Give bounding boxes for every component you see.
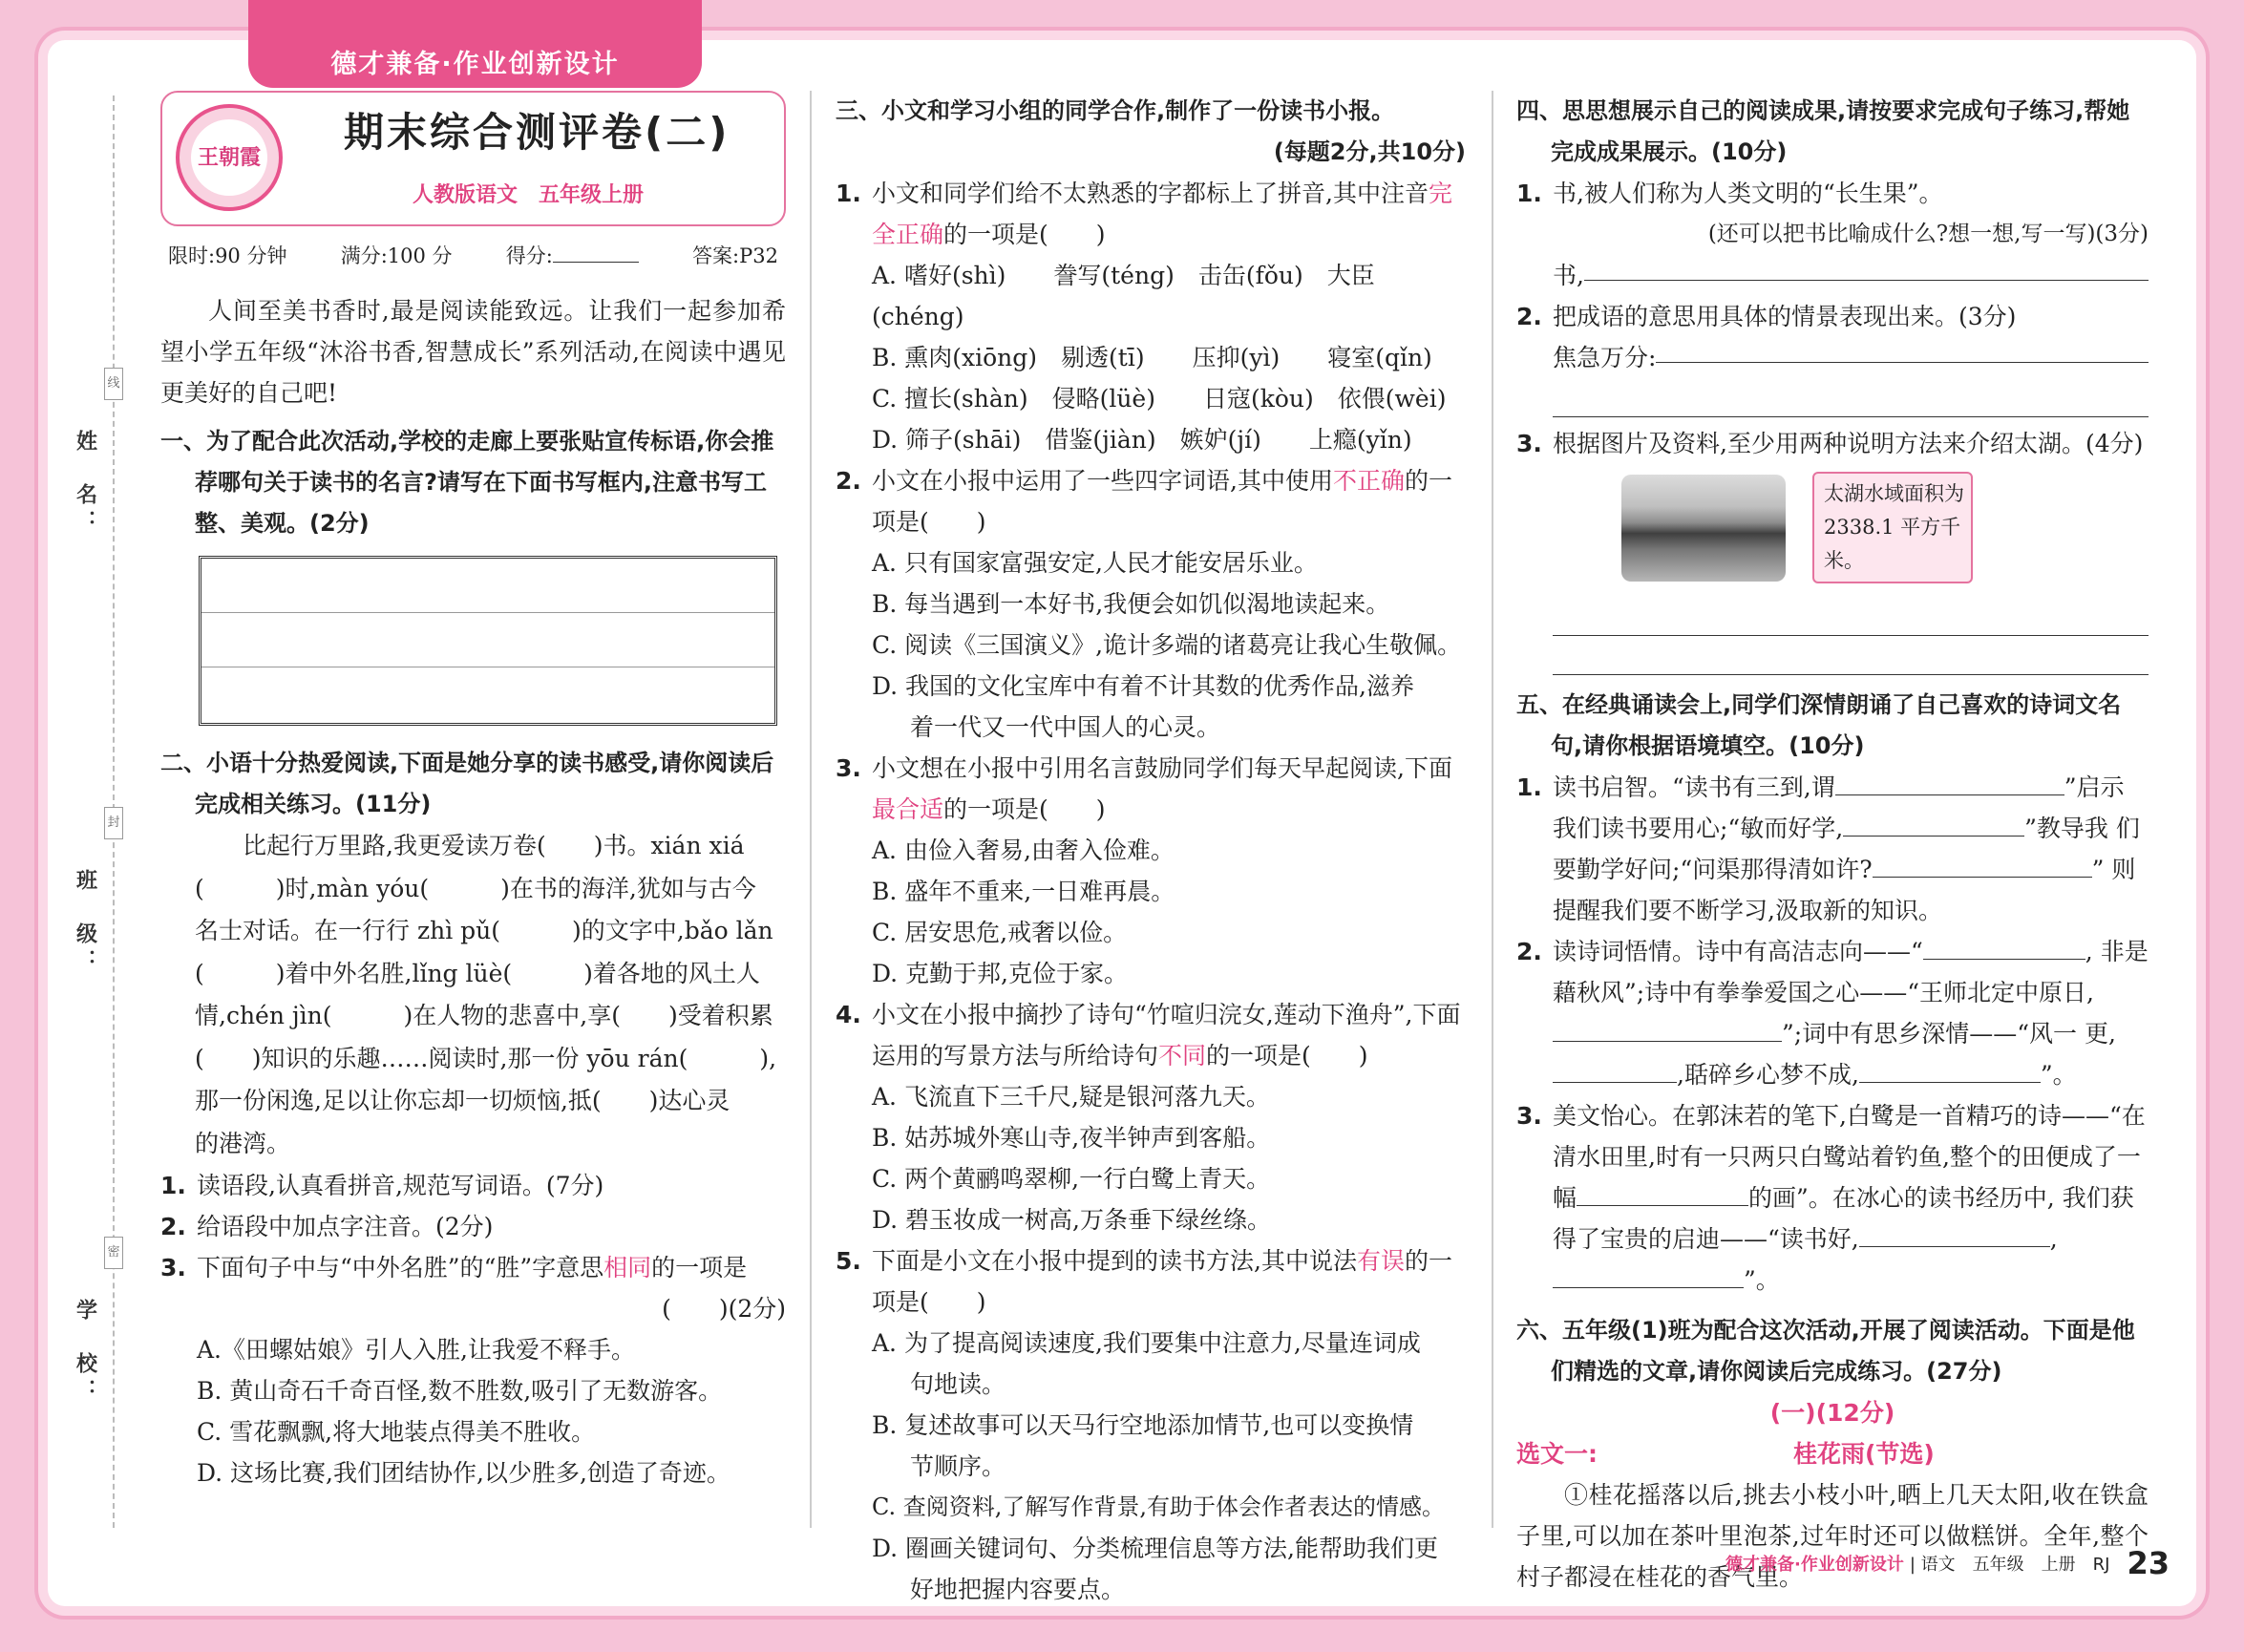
answer-ref: 答案:P32	[692, 244, 778, 267]
option[interactable]: B. 每当遇到一本好书,我便会如饥似渴地读起来。	[872, 590, 1390, 618]
option[interactable]: A.《田螺姑娘》引人入胜,让我爱不释手。	[197, 1336, 635, 1364]
exam-title: 期末综合测评卷(二)	[344, 109, 730, 156]
lake-photo	[1621, 475, 1786, 582]
taihu-figure	[1621, 472, 2149, 583]
question: 1. 读书启智。“读书有三到,谓 ”启示 我们读书要用心;“敏而好学, ”教导我 们要勤学好问;“问渠那得清如许? ” 则提醒我们要不断学习,汲取新的知识。	[1516, 767, 2149, 931]
question: 2. 小文在小报中运用了一些四字词语,其中使用不正确的一项是( )	[836, 467, 1452, 536]
option[interactable]: B. 复述故事可以天马行空地添加情节,也可以变换情	[872, 1411, 1414, 1439]
option[interactable]: C. 阅读《三国演义》,诡计多端的诸葛亮让我心生敬佩。	[872, 631, 1462, 659]
answer-line[interactable]	[1553, 636, 2149, 675]
part-heading: (一)(12分)	[1769, 1399, 1895, 1427]
option-continued: 着一代又一代中国人的心灵。	[910, 713, 1221, 741]
option[interactable]: D. 这场比赛,我们团结协作,以少胜多,创造了奇迹。	[197, 1459, 730, 1487]
section-4-heading: 四、思思想展示自己的阅读成果,请按要求完成句子练习,帮她完成成果展示。(10分)	[1516, 97, 2130, 165]
option[interactable]: B. 黄山奇石千奇百怪,数不胜数,吸引了无数游客。	[197, 1377, 723, 1405]
section-5-heading: 五、在经典诵读会上,同学们深情朗诵了自己喜欢的诗词文名句,请你根据语境填空。(10分)	[1516, 691, 2122, 759]
series-tab: 德才兼备·作业创新设计	[248, 0, 702, 88]
school-label: 学 校：	[73, 1299, 98, 1406]
section-3-heading: 三、小文和学习小组的同学合作,制作了一份读书小报。	[836, 97, 1395, 124]
title-box	[160, 91, 786, 226]
full-score: 满分:100 分	[340, 244, 453, 267]
column-divider	[1492, 91, 1493, 1528]
option[interactable]: C. 居安思危,戒奢以俭。	[872, 919, 1128, 946]
page-footer	[1725, 1545, 2170, 1581]
footer-brand: 德才兼备·作业创新设计	[1725, 1555, 1904, 1575]
binding-margin	[67, 95, 158, 1528]
option[interactable]: D. 我国的文化宝库中有着不计其数的优秀作品,滋养	[872, 672, 1414, 700]
option[interactable]: D. 筛子(shāi) 借鉴(jiàn) 嫉妒(jí) 上瘾(yǐn)	[872, 426, 1412, 454]
section-6-heading: 六、五年级(1)班为配合这次活动,开展了阅读活动。下面是他们精选的文章,请你阅读后完成练习。(27分)	[1516, 1317, 2135, 1385]
hint: (还可以把书比喻成什么?想一想,写一写)(3分)	[1707, 222, 2149, 246]
section-2-heading: 二、小语十分热爱阅读,下面是她分享的读书感受,请你阅读后完成相关练习。(11分)	[160, 750, 774, 817]
cut-mark-line: 线	[104, 368, 123, 400]
question: 2. 把成语的意思用具体的情景表现出来。(3分)	[1516, 303, 2017, 330]
column-1	[160, 91, 786, 1493]
option[interactable]: B. 盛年不重来,一日难再晨。	[872, 878, 1175, 905]
question: 4. 小文在小报中摘抄了诗句“竹喧归浣女,莲动下渔舟”,下面运用的写景方法与所给诗句不同的一项是( )	[836, 1001, 1461, 1070]
exam-meta	[160, 236, 786, 277]
name-label: 姓 名：	[73, 430, 98, 537]
footer-info: | 语文 五年级 上册 RJ	[1909, 1555, 2110, 1575]
option[interactable]: A. 由俭入奢易,由奢入俭难。	[872, 837, 1175, 864]
question: 2. 读诗词悟情。诗中有高洁志向——“ , 非是藉秋风”;诗中有拳拳爱国之心——“王师北定中原日,”;词中有思乡深情——“风一 更,,聒碎乡心梦不成, ”。	[1516, 931, 2149, 1095]
intro-text: 人间至美书香时,最是阅读能致远。让我们一起参加希望小学五年级“沐浴书香,智慧成长”系列活动,在阅读中遇见更美好的自己吧!	[160, 297, 786, 407]
reading-passage: 比起行万里路,我更爱读万卷( )书。xián xiá ( )时,màn yóu( )在书的海洋,犹如与古今 名士对话。在一行行 zhì pǔ( )的文字中,bǎo lǎn ( )着中外名胜,lǐng lüè( )着各地的风土人 情,chén jìn( )在人物的悲喜中,享( )受着积累 ( )知识的乐趣……阅读时,那一份 yōu rán( ), 那一份闲逸,足以让你忘却一切烦恼,抵( )达心灵 的港湾。	[195, 832, 777, 1157]
logo-text: 王朝霞	[191, 119, 267, 196]
cut-mark-secret: 密	[104, 1237, 123, 1269]
class-field[interactable]	[67, 869, 105, 982]
option[interactable]: C. 擅长(shàn) 侵略(lüè) 日寇(kòu) 依偎(wèi)	[872, 385, 1447, 413]
article-header	[1516, 1433, 2149, 1474]
lake-caption: 太湖水域面积为 2338.1 平方千米。	[1812, 472, 1973, 583]
question: 3. 美文怡心。在郭沫若的笔下,白鹭是一首精巧的诗——“在清水田里,时有一只两只白鹭站着钓鱼,整个的田便成了一幅 的画”。在冰心的读书经历中, 我们获得了宝贵的启迪——“读书好, , ”。	[1516, 1102, 2146, 1294]
option[interactable]: A. 飞流直下三千尺,疑是银河落九天。	[872, 1083, 1270, 1111]
article-title: 桂花雨(节选)	[1793, 1440, 1935, 1468]
section-3-score: (每题2分,共10分)	[1273, 138, 1466, 165]
option[interactable]: B. 姑苏城外寒山寺,夜半钟声到客船。	[872, 1124, 1271, 1152]
option-continued: 节顺序。	[910, 1452, 1006, 1480]
publisher-logo	[176, 104, 283, 211]
question: 1. 读语段,认真看拼音,规范写词语。(7分)	[160, 1172, 604, 1199]
question: 3. 根据图片及资料,至少用两种说明方法来介绍太湖。(4分)	[1516, 430, 2144, 457]
page-number: 23	[2127, 1545, 2170, 1581]
option[interactable]: A. 嗜好(shì) 誊写(téng) 击缶(fǒu) 大臣(chéng)	[872, 262, 1375, 330]
question: 1. 书,被人们称为人类文明的“长生果”。	[1516, 180, 1943, 207]
question: 3. 小文想在小报中引用名言鼓励同学们每天早起阅读,下面最合适的一项是( )	[836, 754, 1452, 823]
option[interactable]: A. 为了提高阅读速度,我们要集中注意力,尽量连词成	[872, 1329, 1421, 1357]
option[interactable]: C. 雪花飘飘,将大地装点得美不胜收。	[197, 1418, 596, 1446]
question: 2. 给语段中加点字注音。(2分)	[160, 1213, 494, 1240]
article-text: ①桂花摇落以后,挑去小枝小叶,晒上几天太阳,收在铁盒子里,可以加在茶叶里泡茶,过年时还可以做糕饼。全年,整个村子都浸在桂花的香气里。	[1516, 1481, 2149, 1591]
answer-line[interactable]: 书,	[1516, 255, 2149, 296]
name-field[interactable]	[67, 430, 105, 542]
exam-subtitle: 人教版语文 五年级上册	[413, 183, 645, 207]
section-1-heading: 一、为了配合此次活动,学校的走廊上要张贴宣传标语,你会推荐哪句关于读书的名言?请写在下面书写框内,注意书写工整、美观。(2分)	[160, 428, 774, 537]
school-field[interactable]	[67, 1299, 105, 1411]
question: 3. 下面句子中与“中外名胜”的“胜”字意思相同的一项是 ( )(2分)	[160, 1254, 786, 1323]
answer-line[interactable]	[1553, 378, 2149, 417]
option-continued: 好地把握内容要点。	[910, 1576, 1126, 1603]
option-continued: 句地读。	[910, 1370, 1006, 1398]
score-field[interactable]: 得分:	[506, 236, 639, 277]
option[interactable]: D. 克勤于邦,克俭于家。	[872, 960, 1128, 987]
cut-mark-seal: 封	[104, 807, 123, 839]
column-divider	[810, 91, 812, 1528]
column-2	[836, 91, 1466, 1610]
writing-box[interactable]	[199, 556, 777, 726]
selection-label: 选文一:	[1516, 1440, 1598, 1468]
option[interactable]: B. 熏肉(xiōng) 剔透(tī) 压抑(yì) 寝室(qǐn)	[872, 344, 1432, 371]
class-label: 班 级：	[73, 869, 98, 976]
question: 1. 小文和同学们给不太熟悉的字都标上了拼音,其中注音完全正确的一项是( )	[836, 180, 1452, 248]
time-limit: 限时:90 分钟	[168, 244, 287, 267]
answer-line[interactable]: 焦急万分:	[1516, 337, 2149, 378]
option[interactable]: C. 查阅资料,了解写作背景,有助于体会作者表达的情感。	[872, 1493, 1446, 1520]
option[interactable]: D. 圈画关键词句、分类梳理信息等方法,能帮助我们更	[872, 1535, 1438, 1562]
option[interactable]: D. 碧玉妆成一树高,万条垂下绿丝绦。	[872, 1206, 1271, 1234]
answer-line[interactable]	[1553, 597, 2149, 636]
option[interactable]: C. 两个黄鹂鸣翠柳,一行白鹭上青天。	[872, 1165, 1271, 1193]
column-3	[1516, 91, 2149, 1598]
option[interactable]: A. 只有国家富强安定,人民才能安居乐业。	[872, 549, 1318, 577]
question: 5. 下面是小文在小报中提到的读书方法,其中说法有误的一项是( )	[836, 1247, 1452, 1316]
